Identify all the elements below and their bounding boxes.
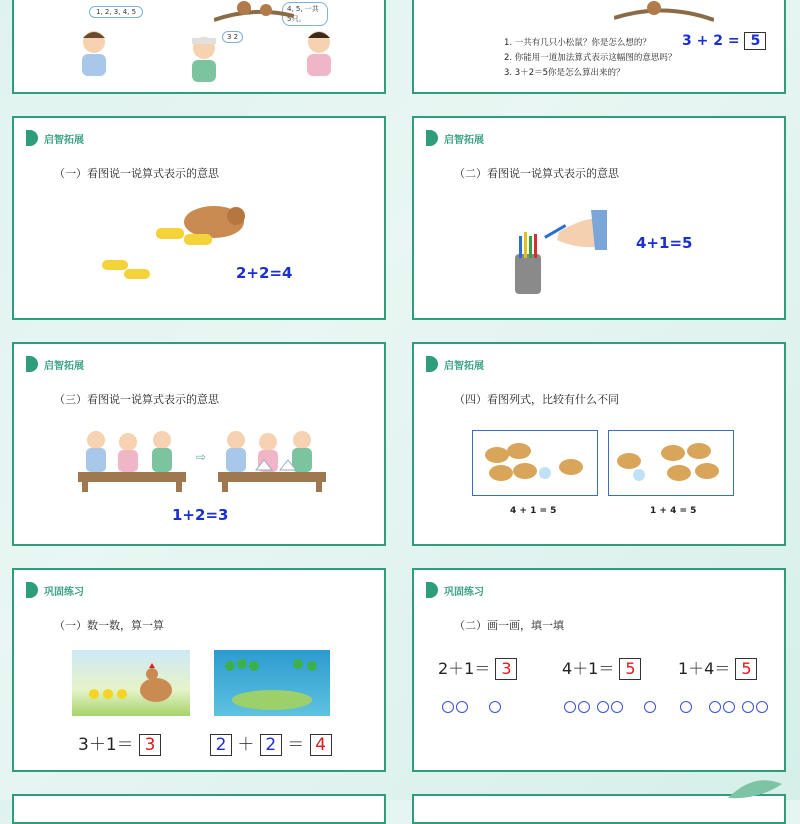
slide-subtitle: （一）看图说一说算式表示的意思 [54, 167, 219, 180]
section-header [426, 130, 484, 146]
section-header [426, 356, 484, 372]
circle-icon [611, 701, 623, 713]
circle-icon [578, 701, 590, 713]
equation-left: 4＋1＝ [562, 659, 615, 678]
slide-top-right[interactable] [412, 0, 786, 94]
circle-icon [489, 701, 501, 713]
speech-bubble-2: 3 2 [222, 31, 243, 43]
question-3: 3. 3＋2＝5你是怎么算出来的？ [504, 68, 625, 78]
slide-practice-1[interactable] [12, 568, 386, 772]
leaf-decoration [724, 778, 784, 800]
section-header [26, 130, 84, 146]
plus-sign: ＋ [237, 735, 255, 755]
circle-icon [723, 701, 735, 713]
circle-icon [597, 701, 609, 713]
question-1: 1. 一共有几只小松鼠？你是怎么想的？ [504, 38, 651, 48]
equation-1 [438, 656, 517, 680]
circles-group-3 [680, 698, 770, 717]
header-label: 启智拓展 [444, 134, 484, 146]
header-label: 启智拓展 [44, 134, 84, 146]
squirrel-branch-right [614, 0, 714, 26]
answer-box[interactable]: 4 [310, 734, 332, 756]
section-header [26, 356, 84, 372]
header-marker-icon [426, 582, 438, 598]
header-label: 启智拓展 [444, 360, 484, 372]
kids-table-after-illustration [216, 424, 328, 494]
question-2: 2. 你能用一道加法算式表示这幅图的意思吗？ [504, 53, 677, 63]
header-marker-icon [26, 356, 38, 372]
slide-subtitle: （四）看图列式，比较有什么不同 [454, 393, 619, 406]
circle-icon [644, 701, 656, 713]
circles-group-1 [442, 698, 503, 717]
circle-icon [442, 701, 454, 713]
equation-left: 3 + 2 = [682, 33, 740, 49]
girl-illustration-2 [299, 28, 339, 78]
slide-subtitle: （一）数一数，算一算 [54, 619, 164, 632]
header-marker-icon [426, 130, 438, 146]
equation: 1+2=3 [172, 506, 229, 524]
addend-box-2[interactable]: 2 [260, 734, 282, 756]
pencil-cup-hand-illustration [509, 206, 609, 302]
slide-top-left[interactable] [12, 0, 386, 94]
equation: 2+2=4 [236, 264, 293, 282]
header-label: 启智拓展 [44, 360, 84, 372]
slide-practice-2[interactable] [412, 568, 786, 772]
dog-with-cars-illustration [154, 200, 254, 250]
equation-1: 4 + 1 = 5 [510, 506, 557, 516]
equation: 4+1=5 [636, 234, 693, 252]
section-header [26, 582, 84, 598]
tigers-picture-2 [608, 430, 734, 496]
chicks-picture [72, 650, 190, 716]
header-marker-icon [26, 130, 38, 146]
kids-table-before-illustration [76, 424, 188, 494]
arrow-icon: ⇨ [196, 450, 207, 464]
slide-subtitle: （二）看图说一说算式表示的意思 [454, 167, 619, 180]
boy-illustration [74, 28, 114, 78]
header-label: 巩固练习 [44, 586, 84, 598]
slide-subtitle: （二）画一画，填一填 [454, 619, 564, 632]
slide-bottom-left[interactable] [12, 794, 386, 824]
header-label: 巩固练习 [444, 586, 484, 598]
addend-box-1[interactable]: 2 [210, 734, 232, 756]
answer-box[interactable]: 5 [619, 658, 641, 680]
equation-chicks [78, 730, 161, 756]
squirrel-branch [214, 0, 294, 28]
speech-bubble-3: 4, 5, 一共5只。 [282, 2, 328, 26]
circles-group-2 [564, 698, 658, 717]
slide-subtitle: （三）看图说一说算式表示的意思 [54, 393, 219, 406]
header-marker-icon [26, 582, 38, 598]
equation-left: 1＋4＝ [678, 659, 731, 678]
speech-bubble-1: 1, 2, 3, 4, 5 [89, 6, 143, 18]
circle-icon [680, 701, 692, 713]
circle-icon [756, 701, 768, 713]
answer-box: 5 [744, 32, 766, 50]
equation-frogs [210, 730, 332, 756]
equation-3-plus-2 [682, 32, 766, 50]
slide-inspire-1[interactable] [12, 116, 386, 320]
slide-inspire-4[interactable] [412, 342, 786, 546]
header-marker-icon [426, 356, 438, 372]
equals-sign: ＝ [287, 735, 305, 755]
answer-box[interactable]: 3 [495, 658, 517, 680]
tigers-picture-1 [472, 430, 598, 496]
two-cars-illustration [100, 258, 160, 282]
equation-2: 1 + 4 = 5 [650, 506, 697, 516]
equation-left: 2＋1＝ [438, 659, 491, 678]
girl-illustration-1 [184, 34, 224, 84]
slide-inspire-2[interactable] [412, 116, 786, 320]
circle-icon [564, 701, 576, 713]
equation-left: 3＋1＝ [78, 735, 134, 755]
frogs-picture [214, 650, 330, 716]
answer-box[interactable]: 3 [139, 734, 161, 756]
equation-3 [678, 656, 757, 680]
slide-inspire-3[interactable] [12, 342, 386, 546]
circle-icon [742, 701, 754, 713]
circle-icon [456, 701, 468, 713]
section-header [426, 582, 484, 598]
circle-icon [709, 701, 721, 713]
answer-box[interactable]: 5 [735, 658, 757, 680]
equation-2 [562, 656, 641, 680]
